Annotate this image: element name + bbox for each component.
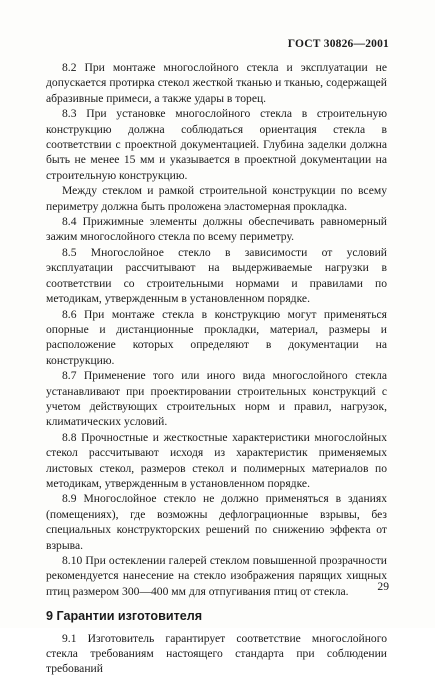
paragraph-8-6: 8.6 При монтаже стекла в конструкцию могут применяться опорные и дистанционные прокладки, материал, размеры и расположение которых определяют в документации на конструкцию. [46, 307, 387, 367]
paragraph-8-3-continued: Между стеклом и рамкой строительной конструкции по всему периметру должна быть проложена эластомерная прокладка. [46, 184, 387, 213]
paragraph-8-4: 8.4 Прижимные элементы должны обеспечивать равномерный зажим многослойного стекла по всему периметру. [46, 215, 387, 244]
page-number: 29 [377, 580, 389, 593]
paragraph-8-5: 8.5 Многослойное стекло в зависимости от условий эксплуатации рассчитывают на выдерживаемые нагрузки в соответствии со строительными нормами и правилами по методикам, утвержденным в установленном порядке. [46, 245, 387, 306]
standard-code-header: ГОСТ 30826—2001 [287, 38, 389, 50]
section-9-heading: 9 Гарантии изготовителя [46, 609, 203, 624]
paragraph-9-1: 9.1 Изготовитель гарантирует соответствие многослойного стекла требованиям настоящего стандарта при соблюдении требований [46, 631, 387, 676]
paragraph-8-9: 8.9 Многослойное стекло не должно применяться в зданиях (помещениях), где возможны дефлограционные взрывы, без специальных конструкторских решений по снижению эффекта от взрыва. [46, 492, 387, 552]
paragraph-8-8: 8.8 Прочностные и жесткостные характеристики многослойных стекол рассчитывают исходя из характеристик применяемых листовых стекол, размеров стекол и полимерных материалов по методикам, утвержденным в установленном порядке. [46, 430, 387, 490]
paragraph-8-10: 8.10 При остеклении галерей стеклом повышенной прозрачности рекомендуется нанесение на стекло изображения парящих хищных птиц размером 300—400 мм для отпугивания птиц от стекла. [46, 554, 387, 598]
document-body [46, 60, 387, 677]
paragraph-8-3: 8.3 При установке многослойного стекла в строительную конструкцию должна соблюдаться ориентация стекла в соответствии с проектной документацией. Глубина заделки должна быть не менее 15 мм и указывается в проектной документации на строительную конструкцию. [46, 107, 387, 182]
paragraph-8-2: 8.2 При монтаже многослойного стекла и эксплуатации не допускается протирка стекол жесткой тканью и тканью, содержащей абразивные примеси, а также удары в торец. [46, 61, 387, 105]
paragraph-8-7: 8.7 Применение того или иного вида многослойного стекла устанавливают при проектировании строительных конструкций с учетом действующих строительных норм и правил, нагрузок, климатических условий. [46, 369, 387, 429]
